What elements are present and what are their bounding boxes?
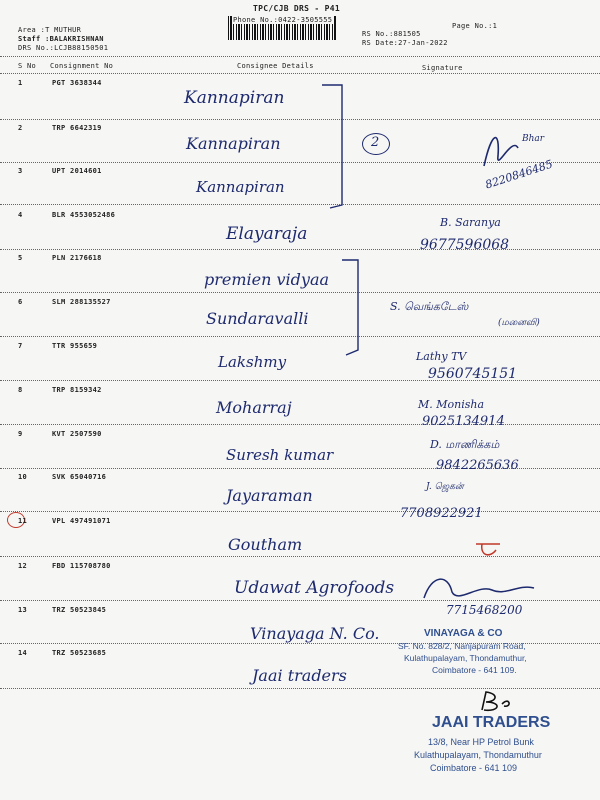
signature-name: D. மாணிக்கம் [430, 438, 500, 451]
row-sno: 6 [18, 298, 23, 306]
row-consignee: Kannapiran [184, 88, 285, 108]
row-divider [0, 292, 600, 293]
row-sno: 10 [18, 473, 28, 481]
stamp-line: SF. No. 828/2, Nanjapuram Road, [398, 641, 526, 651]
row-consignment: FBD 115708780 [52, 562, 111, 570]
row-sno: 12 [18, 562, 28, 570]
row-consignee: Moharraj [216, 398, 292, 417]
row-consignee: Sundaravalli [206, 309, 309, 328]
row-consignee: Kannapiran [196, 178, 285, 196]
row-consignee: Lakshmy [218, 353, 287, 371]
signature-name: S. வெங்கடேஸ் [390, 300, 469, 313]
row-consignment: VPL 497491071 [52, 517, 111, 525]
signature-phone: 7715468200 [446, 603, 523, 617]
row-consignee: Suresh kumar [226, 446, 334, 464]
row-divider [0, 336, 600, 337]
document-title: TPC/CJB DRS - P41 [253, 4, 340, 13]
bracket-rows-1-3 [322, 85, 342, 208]
row-sno: 14 [18, 649, 28, 657]
row-sno: 11 [18, 517, 28, 525]
row-consignee: Vinayaga N. Co. [250, 624, 380, 643]
rs-date: RS Date:27-Jan-2022 [362, 39, 448, 47]
stamp-line: Kulathupalayam, Thondamuthur, [404, 653, 527, 663]
staff-label: Staff :BALAKRISHNAN [18, 35, 104, 43]
row-consignee: premien vidyaa [204, 270, 330, 289]
row-divider [0, 511, 600, 512]
signature-phone: 9677596068 [420, 237, 510, 253]
signature-scribble [472, 538, 506, 560]
stamp-title: VINAYAGA & CO [424, 628, 503, 639]
row-sno: 3 [18, 167, 23, 175]
row-sno: 5 [18, 254, 23, 262]
area-label: Area :T MUTHUR [18, 26, 82, 34]
column-signature: Signature [422, 64, 463, 72]
row-consignee: Elayaraja [226, 224, 308, 244]
row-consignment: SVK 65040716 [52, 473, 107, 481]
row-divider [0, 424, 600, 425]
row-consignment: TRP 8159342 [52, 386, 102, 394]
row-sno: 2 [18, 124, 23, 132]
row-sno: 13 [18, 606, 28, 614]
row-divider [0, 249, 600, 250]
stamp-title: JAAI TRADERS [432, 714, 551, 731]
stamp-line: Kulathupalayam, Thondamuthur [414, 750, 542, 760]
drs-number: DRS No.:LCJB88150501 [18, 44, 109, 52]
signature-phone: 7708922921 [400, 506, 483, 521]
signature-phone: 9560745151 [428, 366, 518, 382]
signature-name: Lathy TV [416, 350, 467, 363]
phone-number: Phone No.:0422-3505555 [233, 16, 333, 24]
column-consignment: Consignment No [50, 62, 114, 70]
signature-name: B. Saranya [440, 216, 501, 229]
stamp-line: 13/8, Near HP Petrol Bunk [428, 737, 534, 747]
row-sno: 1 [18, 79, 23, 87]
signature-scribble [478, 126, 524, 174]
stamp-line: Coimbatore - 641 109 [430, 763, 518, 773]
row-consignment: UPT 2014601 [52, 167, 102, 175]
header-top-rule [0, 56, 600, 57]
page-number: Page No.:1 [452, 22, 498, 30]
rs-number: RS No.:881505 [362, 30, 421, 38]
row-consignment: BLR 4553052486 [52, 211, 116, 219]
row-consignee: Udawat Agrofoods [234, 578, 395, 598]
row-consignment: TRP 6642319 [52, 124, 102, 132]
column-consignee: Consignee Details [237, 62, 314, 70]
bracket-marks [320, 80, 360, 380]
row-divider [0, 688, 600, 689]
bracket-rows-5-6 [342, 260, 358, 355]
row-consignment: TRZ 50523845 [52, 606, 107, 614]
signature-phone: 8220846485 [483, 157, 555, 192]
row-consignment: PLN 2176618 [52, 254, 102, 262]
row-consignment: SLM 288135527 [52, 298, 111, 306]
row-sno: 7 [18, 342, 23, 350]
row-consignee: Kannapiran [186, 134, 281, 153]
row-consignee: Jaai traders [252, 666, 347, 685]
stamp-line: Coimbatore - 641 109. [432, 665, 517, 675]
signature-name: J. ஜெகன் [426, 482, 464, 492]
row-sno: 8 [18, 386, 23, 394]
row-divider [0, 119, 600, 120]
row-divider [0, 204, 600, 205]
signature-scribble [476, 690, 516, 714]
row-sno: 9 [18, 430, 23, 438]
circled-mark-text: 2 [371, 135, 380, 150]
signature-phone: 9842265636 [436, 458, 519, 473]
row-divider [0, 556, 600, 557]
signature-phone: 9025134914 [422, 414, 505, 429]
row-consignee: Goutham [228, 535, 303, 554]
header-bottom-rule [0, 73, 600, 74]
row-consignment: KVT 2507590 [52, 430, 102, 438]
signature-scribble [418, 570, 538, 606]
column-sno: S No [18, 62, 37, 70]
row-consignment: PGT 3638344 [52, 79, 102, 87]
signature-name: M. Monisha [418, 398, 485, 411]
row-consignee: Jayaraman [226, 486, 313, 505]
row-sno: 4 [18, 211, 23, 219]
row-consignment: TRZ 50523685 [52, 649, 107, 657]
row-consignment: TTR 955659 [52, 342, 98, 350]
signature-note: (மனைவி) [498, 318, 540, 328]
signature-name: Bhar [522, 134, 545, 144]
